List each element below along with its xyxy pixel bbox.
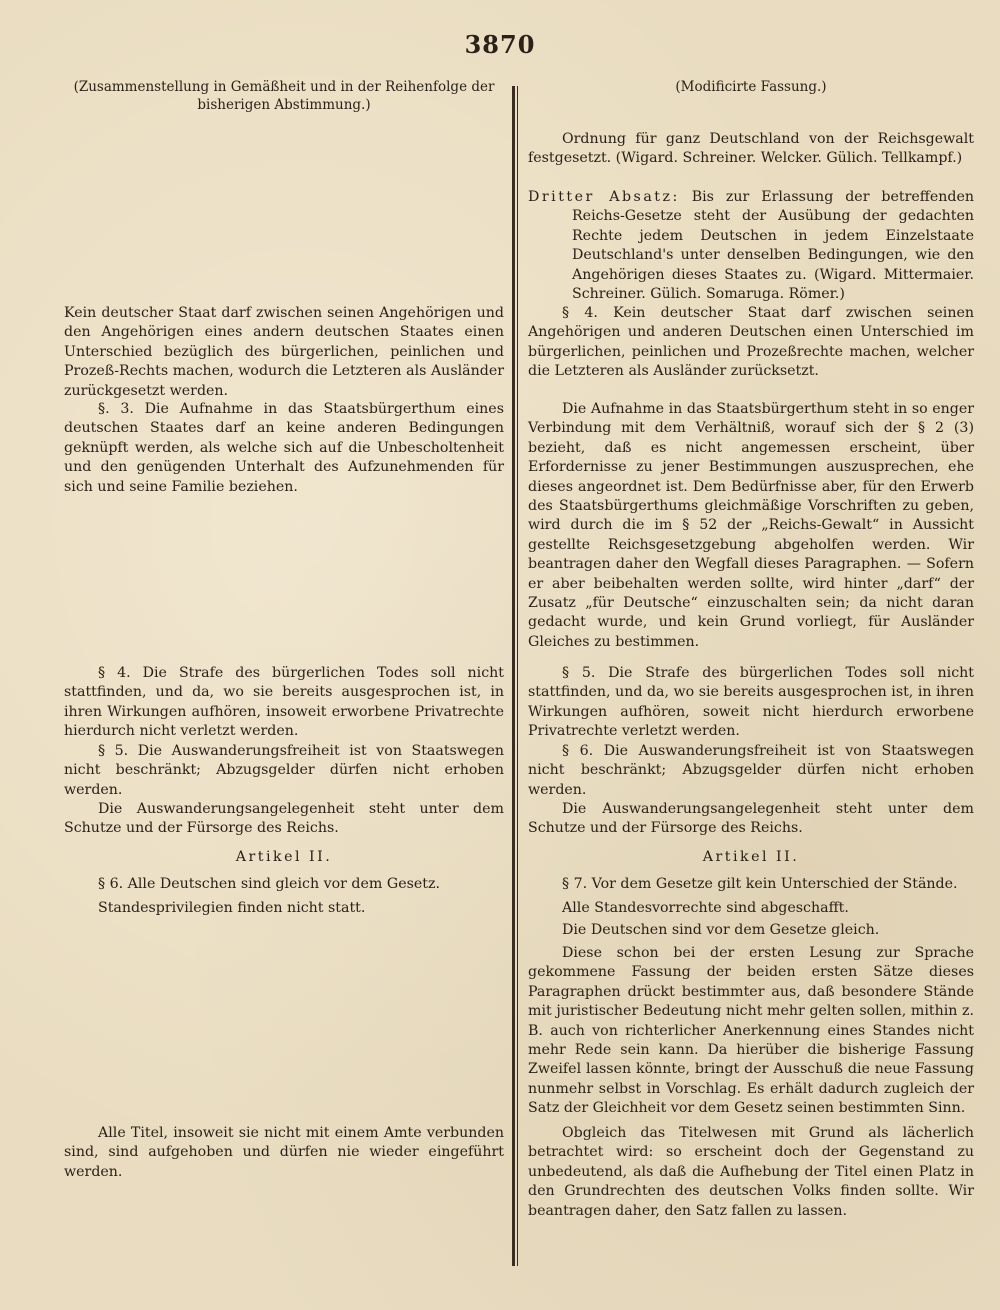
right-paragraph-emigration: Die Auswanderungsangelegenheit steht unter dem Schutze und der Fürsorge des Reichs. [528, 801, 974, 837]
left-paragraph-1: Kein deutscher Staat darf zwischen seinen Angehörigen und den Angehörigen eines andern deutschen Staates einen Unterschied bezüglich des bürgerlichen, peinlichen und Prozeß-Rechts machen, wodurch die Letzteren als Ausländer zurückgesetzt werden. [64, 305, 504, 399]
right-paragraph-privileges: Alle Standesvorrechte sind abgeschafft. [562, 900, 849, 916]
left-paragraph-section-3: §. 3. Die Aufnahme in das Staatsbürgerthum eines deutschen Staates darf an keine anderen Bedingungen geknüpft werden, als welche sich auf die Unbescholtenheit und den genügenden Unterhalt des Aufzunehmenden für sich und seine Familie beziehen. [64, 401, 504, 495]
page-number: 3870 [464, 30, 536, 59]
right-paragraph-section-6: § 6. Die Auswanderungsfreiheit ist von Staatswegen nicht beschränkt; Abzugsgelder dürfen nicht erhoben werden. [528, 743, 974, 798]
left-paragraph-section-5: § 5. Die Auswanderungsfreiheit ist von Staatswegen nicht beschränkt; Abzugsgelder dürfen nicht erhoben werden. [64, 743, 504, 798]
right-paragraph-section-5: § 5. Die Strafe des bürgerlichen Todes soll nicht stattfinden, und da, wo sie bereits ausgesprochen ist, in ihren Wirkungen aufhören, soweit nicht hierdurch erworbene Privatrechte verletzt werden. [528, 665, 974, 740]
right-paragraph-explanation: Diese schon bei der ersten Lesung zur Sprache gekommene Fassung der beiden ersten Sätze dieses Paragraphen drückt bestimmter aus, daß besondere Stände mit juristischer Bedeutung nicht mehr gelten sollen, mithin z. B. auch von richterlicher Anerkennung eines Standes nicht mehr Rede sein kann. Da hierüber die bisherige Fassung Zweifel lassen könnte, bringt der Ausschuß die neue Fassung nunmehr selbst in Vorschlag. Es erhält dadurch zugleich der Satz der Gleichheit vor dem Gesetz seinen bestimmten Sinn. [528, 945, 974, 1117]
column-divider [512, 86, 515, 1266]
third-clause-label: Dritter Absatz: [528, 189, 680, 205]
left-paragraph-section-4: § 4. Die Strafe des bürgerlichen Todes soll nicht stattfinden, und da, wo sie bereits ausgesprochen ist, in ihren Wirkungen aufhören, insoweit erworbene Privatrechte hierdurch nicht verletzt werden. [64, 665, 504, 740]
right-article-heading: Artikel II. [702, 849, 800, 865]
left-article-heading: Artikel II. [235, 849, 333, 865]
right-paragraph-titles: Obgleich das Titelwesen mit Grund als lächerlich betrachtet wird: so erscheint doch der Gegenstand zu unbedeutend, als daß die Aufhebung der Titel einen Platz in den Grundrechten des deutschen Volks finden sollte. Wir beantragen daher, den Satz fallen zu lassen. [528, 1125, 974, 1219]
right-paragraph-section-4: § 4. Kein deutscher Staat darf zwischen seinen Angehörigen und anderen Deutschen einen Unterschied im bürgerlichen, peinlichen und Prozeßrechte machen, welcher die Letzteren als Ausländer zurücksetzt. [528, 305, 974, 380]
left-paragraph-section-6: § 6. Alle Deutschen sind gleich vor dem Gesetz. [98, 876, 440, 892]
third-clause-text: Bis zur Erlassung der betreffenden Reichs-Gesetze steht der Ausübung der gedachten Rechte jedem Deutschen in jedem Einzelstaate Deutschland's unter denselben Bedingungen, wie den Angehörigen dieses Staates zu. (Wigard. Mittermaier. Schreiner. Gülich. Somaruga. Römer.) [572, 189, 975, 303]
right-column-header: (Modificirte Fassung.) [675, 79, 827, 95]
right-paragraph-third-clause [528, 188, 974, 304]
left-paragraph-titles: Alle Titel, insoweit sie nicht mit einem Amte verbunden sind, sind aufgehoben und dürfen nie wieder eingeführt werden. [64, 1125, 504, 1180]
right-paragraph-equality: Die Deutschen sind vor dem Gesetze gleich. [562, 922, 880, 938]
right-paragraph-order: Ordnung für ganz Deutschland von der Reichsgewalt festgesetzt. (Wigard. Schreiner. Welcker. Gülich. Tellkampf.) [528, 131, 974, 167]
right-paragraph-section-7: § 7. Vor dem Gesetze gilt kein Unterschied der Stände. [562, 876, 958, 892]
right-paragraph-commentary: Die Aufnahme in das Staatsbürgerthum steht in so enger Verbindung mit dem Verhältniß, worauf sich der § 2 (3) bezieht, daß es nicht angemessen erscheint, über Erfordernisse zu jener Bestimmungen auszusprechen, ehe dieses angeordnet ist. Dem Bedürfnisse aber, für den Erwerb des Staatsbürgerthums gleichmäßige Vorschriften zu geben, wird durch die im § 52 der „Reichs-Gewalt“ in Aussicht gestellte Reichsgesetzgebung abgeholfen werden. Wir beantragen daher den Wegfall dieses Paragraphen. — Sofern er aber beibehalten werden sollte, wird hinter „darf“ der Zusatz „für Deutsche“ einzuschalten sein; da nicht daran gedacht wurde, und kein Grund vorliegt, für Ausländer Gleiches zu bestimmen. [528, 401, 974, 650]
left-paragraph-emigration: Die Auswanderungsangelegenheit steht unter dem Schutze und der Fürsorge des Reichs. [64, 801, 504, 837]
column-divider-thin [517, 86, 518, 1266]
left-paragraph-privileges: Standesprivilegien finden nicht statt. [98, 900, 366, 916]
left-column-header: (Zusammenstellung in Gemäßheit und in der Reihenfolge der bisherigen Abstimmung.) [73, 79, 495, 113]
